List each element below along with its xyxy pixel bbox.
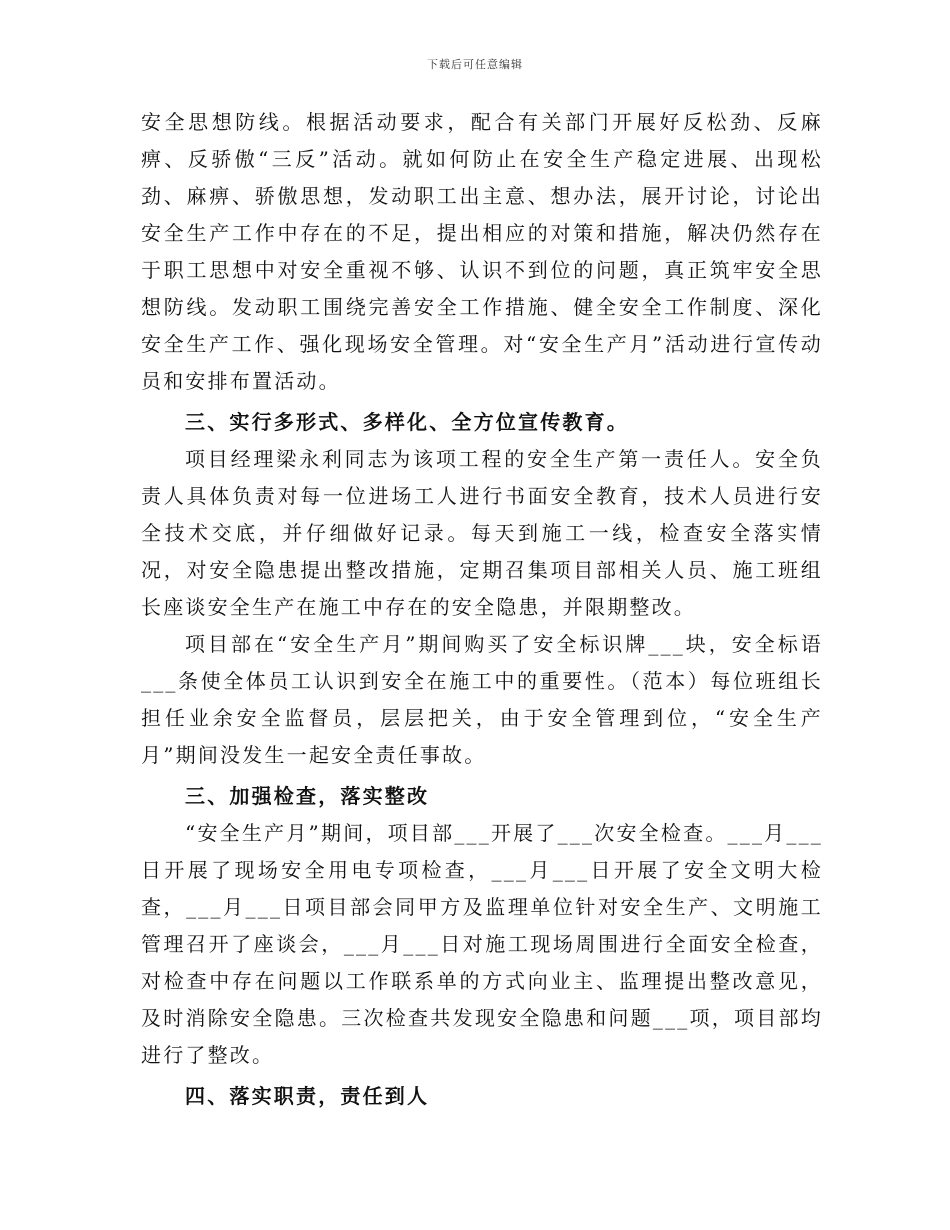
heading-publicity-education: 三、实行多形式、多样化、全方位宣传教育。 [185, 410, 629, 434]
paragraph-safety-signs: 项目部在“安全生产月”期间购买了安全标识牌___块，安全标语___条使全体员工认识到安全在施工中的重要性。（范本）每位班组长担任业余安全监督员，层层把关，由于安全管理到位，“安全生产月”期间没发生一起安全责任事故。 [141, 632, 823, 767]
heading-duties: 四、落实职责，责任到人 [185, 1084, 430, 1108]
document-body [141, 104, 823, 1115]
paragraph-safety-ideology: 安全思想防线。根据活动要求，配合有关部门开展好反松劲、反麻痹、反骄傲“三反”活动。就如何防止在安全生产稳定进展、出现松劲、麻痹、骄傲思想，发动职工出主意、想办法，展开讨论，讨论出安全生产工作中存在的不足，提出相应的对策和措施，解决仍然存在于职工思想中对安全重视不够、认识不到位的问题，真正筑牢安全思想防线。发动职工围绕完善安全工作措施、健全安全工作制度、深化安全生产工作、强化现场安全管理。对“安全生产月”活动进行宣传动员和安排布置活动。 [141, 110, 823, 393]
heading-inspection: 三、加强检查，落实整改 [185, 784, 430, 808]
header-note: 下载后可任意编辑 [427, 58, 523, 71]
paragraph-inspection: “安全生产月”期间，项目部___开展了___次安全检查。___月___日开展了现场安全用电专项检查，___月___日开展了安全文明大检查，___月___日项目部会同甲方及监理单位针对安全生产、文明施工管理召开了座谈会，___月___日对施工现场周围进行全面安全检查，对检查中存在问题以工作联系单的方式向业主、监理提出整改意见，及时消除安全隐患。三次检查共发现安全隐患和问题___项，项目部均进行了整改。 [141, 821, 823, 1067]
paragraph-responsibility: 项目经理梁永利同志为该项工程的安全生产第一责任人。安全负责人具体负责对每一位进场工人进行书面安全教育，技术人员进行安全技术交底，并仔细做好记录。每天到施工一线，检查安全落实情况，对安全隐患提出整改措施，定期召集项目部相关人员、施工班组长座谈安全生产在施工中存在的安全隐患，并限期整改。 [141, 447, 823, 619]
